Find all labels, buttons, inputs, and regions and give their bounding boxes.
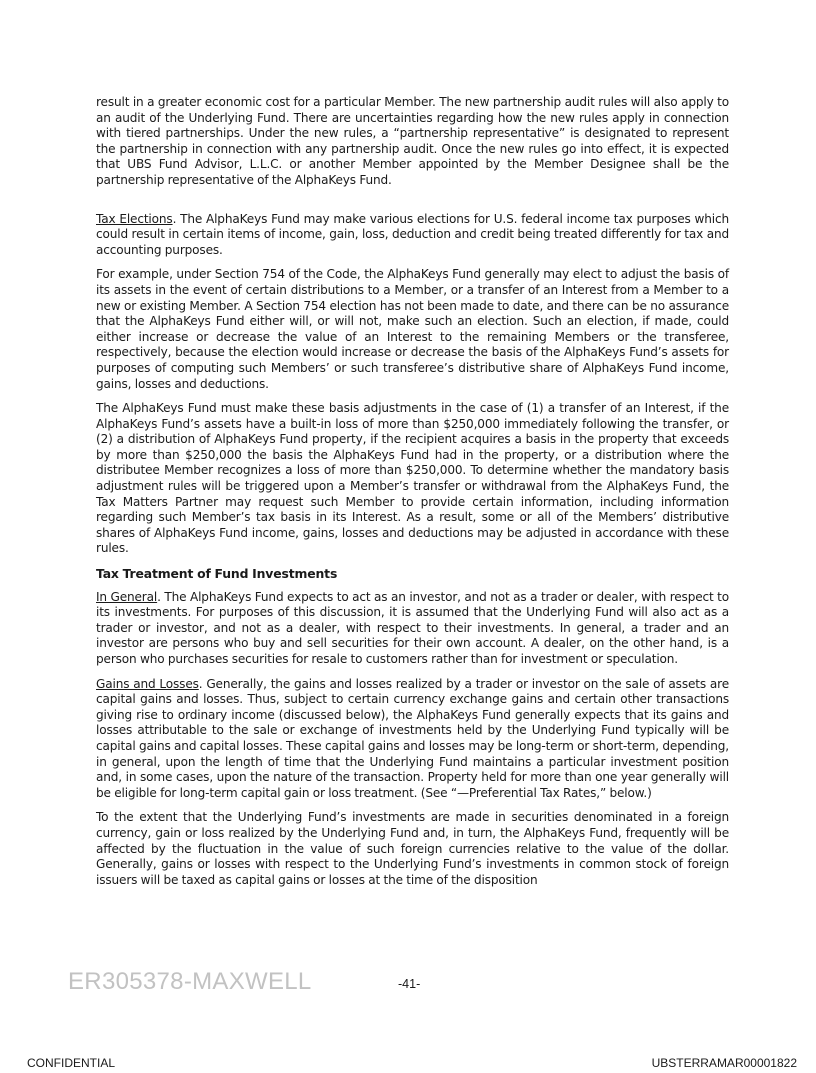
paragraph-tax-elections [96,212,729,259]
document-id: UBSTERRAMAR00001822 [651,1056,797,1070]
gains-and-losses-subheading: Gains and Losses [96,676,199,691]
in-general-subheading: In General [96,589,158,604]
document-body [96,95,729,897]
confidential-label: CONFIDENTIAL [27,1056,116,1070]
gains-and-losses-text: . Generally, the gains and losses realized by a trader or investor on the sale of assets are capital gains and losses. Thus, subject to certain currency exchange gains and certain other transactions giving rise to ordinary income (discussed below), the AlphaKeys Fund generally expects that its gains and losses attributable to the sale or exchange of investments held by the Underlying Fund typically will be capital gains and capital losses. These capital gains and losses may be long-term or short-term, depending, in general, upon the length of time that the Underlying Fund maintains a particular investment position and, in some cases, upon the nature of the transaction. Property held for more than one year generally will be eligible for long-term capital gain or loss treatment. (See “—Preferential Tax Rates,” below.) [96,676,729,800]
paragraph-in-general [96,590,729,668]
paragraph-gains-and-losses [96,677,729,802]
in-general-text: . The AlphaKeys Fund expects to act as an investor, and not as a trader or dealer, with respect to its investments. For purposes of this discussion, it is assumed that the Underlying Fund will also act as a trader or investor, and not as a dealer, with respect to their investments. In general, a trader and an investor are persons who buy and sell securities for their own account. A dealer, on the other hand, is a person who purchases securities for resale to customers rather than for investment or speculation. [96,589,730,666]
paragraph-section-754: For example, under Section 754 of the Code, the AlphaKeys Fund generally may elect to adjust the basis of its assets in the event of certain distributions to a Member, or a transfer of an Interest from a Member to a new or existing Member. A Section 754 election has not been made to date, and there can be no assurance that the AlphaKeys Fund either will, or will not, make such an election. Such an election, if made, could either increase or decrease the value of an Interest to the remaining Members or the transferee, respectively, because the election would increase or decrease the basis of the AlphaKeys Fund’s assets for purposes of computing such Members’ or such transferee’s distributive share of AlphaKeys Fund income, gains, losses and deductions. [96,267,729,391]
paragraph-basis-adjustments: The AlphaKeys Fund must make these basis adjustments in the case of (1) a transfer of an Interest, if the AlphaKeys Fund’s assets have a built-in loss of more than $250,000 immediately following the transfer, or (2) a distribution of AlphaKeys Fund property, if the recipient acquires a basis in the property that exceeds by more than $250,000 the basis the AlphaKeys Fund had in the property, or a distribution where the distributee Member recognizes a loss of more than $250,000. To determine whether the mandatory basis adjustment rules will be triggered upon a Member’s transfer or withdrawal from the AlphaKeys Fund, the Tax Matters Partner may request such Member to provide certain information, including information regarding such Member’s tax basis in its Interest. As a result, some or all of the Members’ distributive shares of AlphaKeys Fund income, gains, losses and deductions may be adjusted in accordance with these rules. [96,401,729,556]
tax-elections-subheading: Tax Elections [96,211,173,226]
section-heading-tax-treatment: Tax Treatment of Fund Investments [96,566,338,582]
tax-elections-text: . The AlphaKeys Fund may make various elections for U.S. federal income tax purposes which could result in certain items of income, gain, loss, deduction and credit being treated differently for tax and accounting purposes. [96,211,730,257]
bates-stamp: ER305378-MAXWELL [68,968,312,995]
paragraph-foreign-currency: To the extent that the Underlying Fund’s investments are made in securities denominated in a foreign currency, gain or loss realized by the Underlying Fund and, in turn, the AlphaKeys Fund, frequently will be affected by the fluctuation in the value of such foreign currencies relative to the value of the dollar. Generally, gains or losses with respect to the Underlying Fund’s investments in common stock of foreign issuers will be taxed as capital gains or losses at the time of the disposition [96,810,729,887]
paragraph-partnership-audit: result in a greater economic cost for a particular Member. The new partnership audit rules will also apply to an audit of the Underlying Fund. There are uncertainties regarding how the new rules apply in connection with tiered partnerships. Under the new rules, a “partnership representative” is designated to represent the partnership in connection with any partnership audit. Once the new rules go into effect, it is expected that UBS Fund Advisor, L.L.C. or another Member appointed by the Member Designee shall be the partnership representative of the AlphaKeys Fund. [96,95,729,187]
page-number: -41- [398,977,421,991]
